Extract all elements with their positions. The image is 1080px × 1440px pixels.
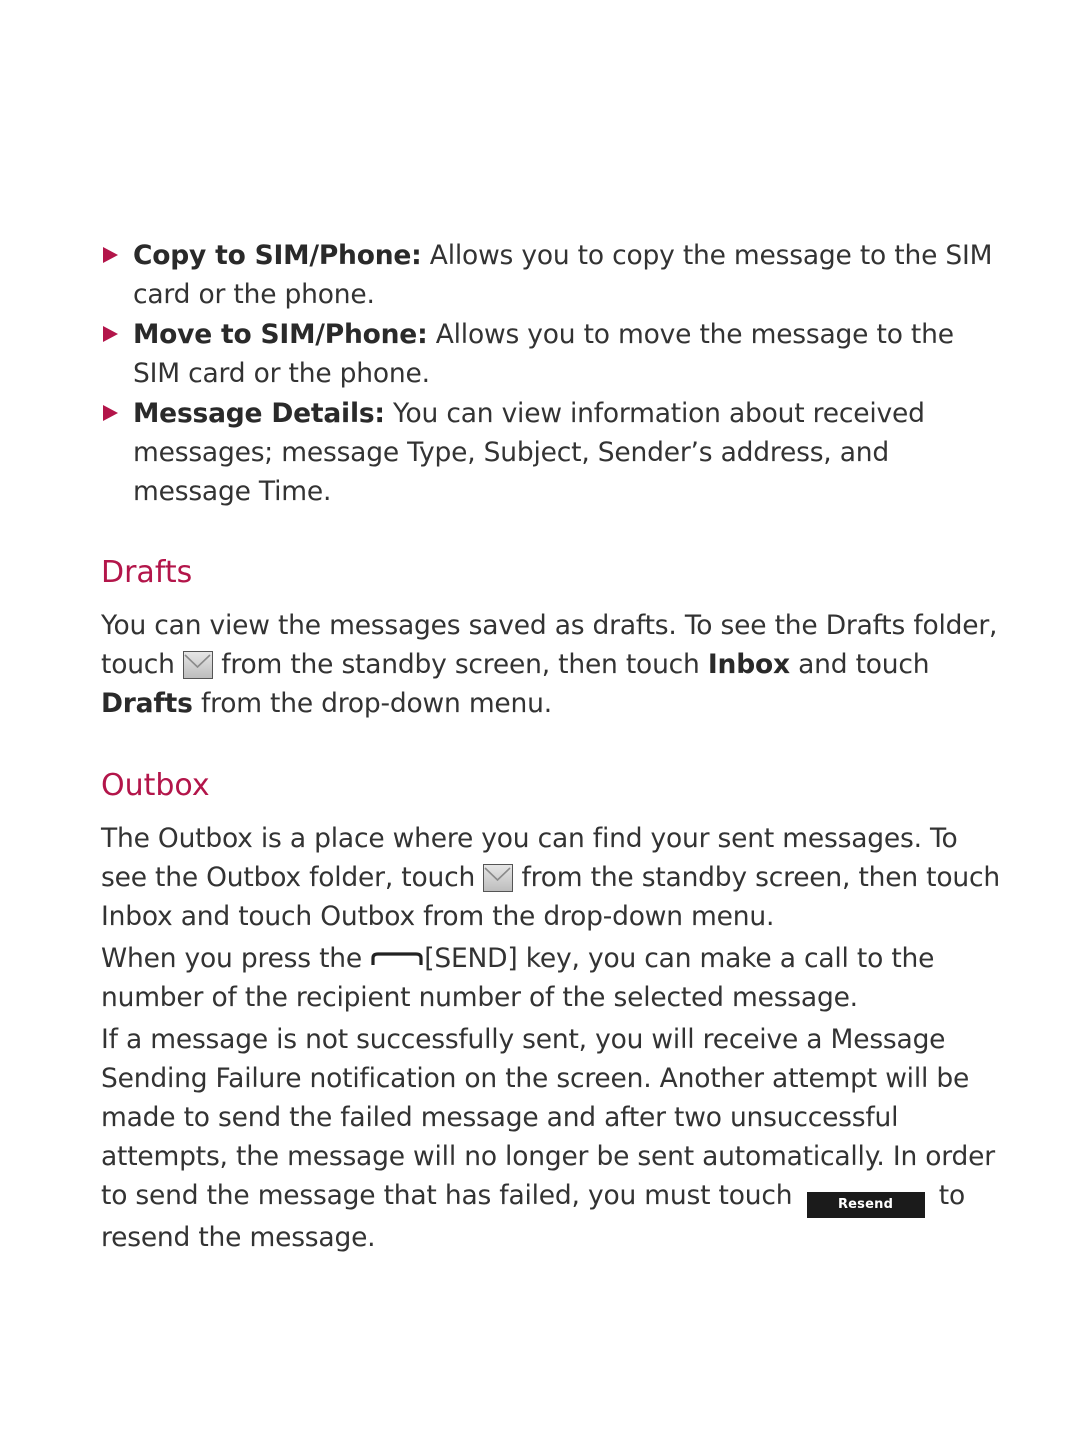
bullet-message-details — [101, 394, 1006, 511]
outbox-text: from the standby screen, then touch Inbox and touch Outbox from the drop-down menu. — [101, 862, 1000, 932]
drafts-heading: Drafts — [101, 555, 193, 590]
bullet-text: Allows you to copy the message to the SIM card or the phone. — [133, 240, 993, 310]
envelope-icon — [483, 864, 513, 892]
bullet-move-to-sim — [101, 315, 1006, 393]
outbox-paragraph-2 — [101, 939, 1006, 1017]
bullet-arrow-icon — [103, 405, 118, 421]
bullet-term: Move to SIM/Phone: — [133, 319, 428, 350]
resend-button[interactable]: Resend — [807, 1192, 925, 1218]
manual-page — [101, 236, 1006, 1257]
drafts-drafts-term: Drafts — [101, 688, 193, 719]
drafts-text: from the drop-down menu. — [200, 688, 552, 719]
envelope-icon — [183, 651, 213, 679]
bullet-text: Allows you to move the message to the SIM card or the phone. — [133, 319, 954, 389]
bullet-term: Copy to SIM/Phone: — [133, 240, 422, 271]
bullet-copy-to-sim — [101, 236, 1006, 314]
bullet-text: You can view information about received messages; message Type, Subject, Sender’s address, and message Time. — [133, 398, 925, 507]
outbox-text: When you press the — [101, 943, 362, 974]
drafts-text: from the standby screen, then touch — [221, 649, 700, 680]
outbox-text: The Outbox is a place where you can find your sent messages. To see the Outbox folder, touch — [101, 823, 958, 893]
outbox-paragraph-1 — [101, 819, 1006, 936]
drafts-text: You can view the messages saved as drafts. To see the Drafts folder, touch — [101, 610, 998, 680]
drafts-paragraph — [101, 606, 1006, 723]
drafts-inbox-term: Inbox — [707, 649, 790, 680]
outbox-paragraph-3 — [101, 1020, 1006, 1257]
bullet-arrow-icon — [103, 326, 118, 342]
outbox-text: [SEND] key, you can make a call to the number of the recipient number of the selected message. — [101, 943, 935, 1013]
drafts-text: and touch — [798, 649, 930, 680]
bullet-arrow-icon — [103, 247, 118, 263]
outbox-text: to resend the message. — [101, 1180, 965, 1253]
outbox-text: If a message is not successfully sent, you will receive a Message Sending Failure notification on the screen. Another attempt will be made to send the failed message and after two unsuccessful attempts, the message will no longer be sent automatically. In order to send the message that has failed, you must touch — [101, 1024, 995, 1211]
send-key-icon — [370, 939, 424, 955]
bullet-term: Message Details: — [133, 398, 385, 429]
outbox-heading: Outbox — [101, 768, 210, 803]
